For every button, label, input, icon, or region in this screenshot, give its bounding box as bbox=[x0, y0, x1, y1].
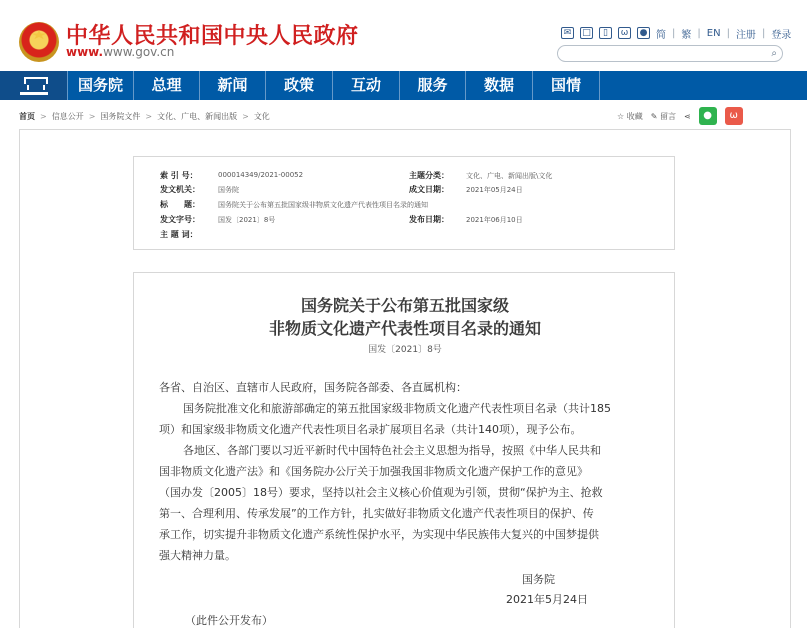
site-header bbox=[0, 0, 807, 71]
login-link[interactable]: 登录 bbox=[771, 29, 792, 41]
body-line: （国办发〔2005〕18号）要求，坚持以社会主义核心价值观为引领，贯彻“保护为主、抢救 bbox=[159, 486, 603, 499]
breadcrumb-state-council-files[interactable]: 国务院文件 bbox=[100, 111, 141, 121]
share-toolbar bbox=[617, 107, 743, 125]
divider: | bbox=[697, 27, 701, 39]
nav-interaction[interactable]: 互动 bbox=[332, 71, 399, 100]
main-navigation bbox=[0, 71, 807, 100]
title-label: 标 题： bbox=[160, 200, 200, 209]
favorite-label: 收藏 bbox=[626, 111, 643, 121]
simplified-chinese-link[interactable]: 简 bbox=[656, 29, 666, 41]
divider: | bbox=[726, 27, 730, 39]
index-label: 索 引 号： bbox=[160, 171, 198, 180]
publish-date-value: 2021年06月10日 bbox=[466, 216, 523, 224]
traditional-chinese-link[interactable]: 繁 bbox=[681, 29, 692, 41]
body-line: 第一、合理利用、传承发展”的工作方针，扎实做好非物质文化遗产代表性项目的保护、传 bbox=[159, 507, 594, 520]
nav-state-council[interactable]: 国务院 bbox=[67, 71, 133, 100]
title-value: 国务院关于公布第五批国家级非物质文化遗产代表性项目名录的通知 bbox=[218, 201, 428, 209]
nav-premier[interactable]: 总理 bbox=[133, 71, 199, 100]
mobile-icon[interactable]: ▯ bbox=[599, 27, 612, 39]
site-title[interactable]: 中华人民共和国中央人民政府 bbox=[66, 24, 359, 49]
weibo-icon[interactable]: ω bbox=[618, 27, 631, 39]
favorite-button[interactable]: ☆ 收藏 bbox=[617, 111, 643, 121]
mail-icon[interactable]: ✉ bbox=[561, 27, 574, 39]
chevron-right-icon: > bbox=[242, 111, 249, 121]
category-label: 主题分类： bbox=[409, 171, 449, 180]
chevron-right-icon: > bbox=[88, 111, 96, 121]
issuer-value: 国务院 bbox=[218, 186, 239, 194]
category-value: 文化、广电、新闻出版\文化 bbox=[466, 172, 553, 180]
nav-country-info[interactable]: 国情 bbox=[532, 71, 600, 100]
body-line: 项）和国家级非物质文化遗产代表性项目名录扩展项目名录（共计140项），现予公布。 bbox=[159, 423, 582, 436]
body-line: 国非物质文化遗产法》和《国务院办公厅关于加强我国非物质文化遗产保护工作的意见》 bbox=[159, 465, 588, 478]
document-title-line-2: 非物质文化遗产代表性项目名录的通知 bbox=[268, 319, 541, 338]
breadcrumb-culture[interactable]: 文化 bbox=[253, 111, 270, 121]
body-line: 各省、自治区、直辖市人民政府，国务院各部委、各直属机构： bbox=[159, 381, 467, 394]
breadcrumb-info-public[interactable]: 信息公开 bbox=[51, 111, 84, 121]
search-input[interactable] bbox=[557, 45, 783, 62]
breadcrumb-culture-category[interactable]: 文化、广电、新闻出版 bbox=[157, 111, 238, 121]
wechat-share-icon[interactable]: ● bbox=[699, 107, 717, 125]
weibo-share-icon[interactable]: ω bbox=[725, 107, 743, 125]
comment-label: 留言 bbox=[659, 111, 676, 121]
utility-bar bbox=[561, 24, 791, 42]
national-emblem-icon bbox=[19, 22, 59, 62]
gate-icon bbox=[20, 77, 48, 95]
body-line: 承工作，切实提升非物质文化遗产系统性保护水平，为实现中华民族伟大复兴的中国梦提供 bbox=[159, 528, 599, 541]
written-date-value: 2021年05月24日 bbox=[466, 186, 523, 194]
nav-policy[interactable]: 政策 bbox=[265, 71, 332, 100]
breadcrumb bbox=[19, 109, 270, 123]
register-link[interactable]: 注册 bbox=[735, 29, 756, 41]
app-icon[interactable]: □ bbox=[580, 27, 593, 39]
index-value: 000014349/2021-00052 bbox=[218, 171, 304, 179]
document-body bbox=[133, 272, 675, 628]
share-icon[interactable]: ⋖ bbox=[683, 111, 691, 121]
chevron-right-icon: > bbox=[145, 111, 153, 121]
english-link[interactable]: EN bbox=[706, 27, 721, 39]
document-number-label: 发文字号： bbox=[160, 215, 200, 224]
subject-label: 主 题 词： bbox=[160, 230, 198, 239]
chevron-right-icon: > bbox=[40, 111, 47, 121]
search-icon[interactable]: ⌕ bbox=[771, 48, 777, 59]
domain-text: www.gov.cn bbox=[103, 45, 175, 59]
home-nav-button[interactable] bbox=[0, 71, 67, 100]
breadcrumb-home[interactable]: 首页 bbox=[19, 111, 35, 121]
document-number-value: 国发〔2021〕8号 bbox=[218, 216, 276, 224]
comment-button[interactable]: ✎ 留言 bbox=[650, 111, 676, 121]
site-domain: www.www.gov.cn bbox=[66, 45, 175, 59]
nav-data[interactable]: 数据 bbox=[465, 71, 532, 100]
body-line: 国务院批准文化和旅游部确定的第五批国家级非物质文化遗产代表性项目名录（共计185 bbox=[183, 402, 611, 415]
body-line: 各地区、各部门要以习近平新时代中国特色社会主义思想为指导，按照《中华人民共和 bbox=[183, 444, 601, 457]
document-issuer: 国务院 bbox=[522, 573, 555, 586]
nav-service[interactable]: 服务 bbox=[399, 71, 465, 100]
publish-date-label: 发布日期： bbox=[409, 215, 449, 224]
written-date-label: 成文日期： bbox=[409, 185, 449, 194]
wechat-icon[interactable]: ● bbox=[637, 27, 650, 39]
document-number: 国发〔2021〕8号 bbox=[368, 345, 442, 355]
public-release-note: （此件公开发布） bbox=[185, 614, 273, 627]
document-date: 2021年5月24日 bbox=[506, 593, 588, 606]
issuer-label: 发文机关： bbox=[160, 185, 200, 194]
divider: | bbox=[761, 27, 766, 39]
nav-news[interactable]: 新闻 bbox=[199, 71, 265, 100]
document-metadata-table bbox=[133, 156, 675, 250]
document-title-line-1: 国务院关于公布第五批国家级 bbox=[300, 296, 509, 315]
body-line: 强大精神力量。 bbox=[159, 549, 236, 562]
divider: | bbox=[672, 27, 676, 39]
